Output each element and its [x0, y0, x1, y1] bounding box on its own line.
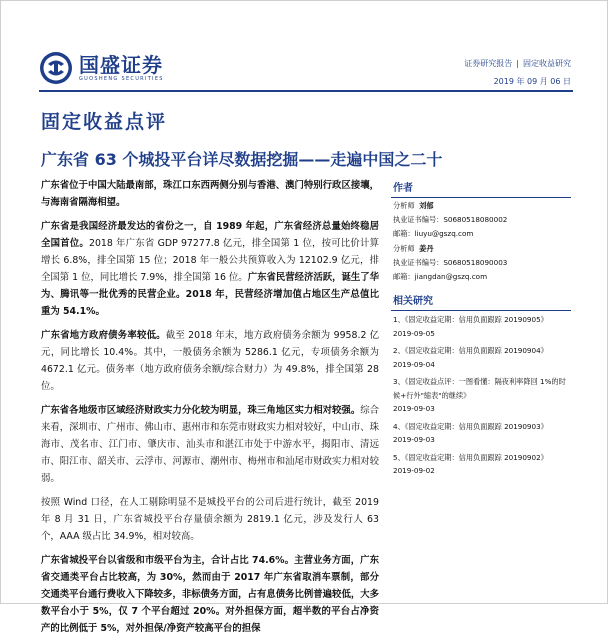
- related-title[interactable]: 3、《固定收益点评：一图看懂：隔夜利率降回 1%的时候+行外"缩表"的继续》: [393, 377, 566, 400]
- paragraph-text: 按照 Wind 口径，在人工剔除明显不是城投平台的公司后进行统计，截至 2019 年 8 月 31 日，广东省城投平台存量债余额为 2819.1 亿元，涉及发行人 63 个，AAA 级占比 34.9%，相对较高。: [41, 497, 379, 542]
- brand-logo: [39, 51, 164, 85]
- cert-label: 执业证书编号：: [393, 215, 444, 224]
- author-role: 分析师: [393, 201, 415, 210]
- summary-paragraph: [41, 177, 379, 211]
- paragraph-bold: 广东省地方政府债务率较低。: [41, 330, 166, 341]
- related-title[interactable]: 2、《固定收益定期：信用负面跟踪 20190904》: [393, 346, 548, 355]
- brand-name-en: GUOSHENG SECURITIES: [79, 76, 164, 82]
- cert-label: 执业证书编号：: [393, 258, 444, 267]
- related-date: 2019-09-04: [393, 359, 435, 369]
- report-category: 固定收益研究: [523, 59, 571, 68]
- paragraph-text: 综合来看，深圳市、广州市、佛山市、惠州市和东莞市财政实力相对较好，中山市、珠海市、茂名市、江门市、肇庆市、汕头市和湛江市处于中游水平，揭阳市、清远市、阳江市、韶关市、云浮市、河源市、潮州市、梅州市和汕尾市财政实力相对较弱。: [41, 405, 379, 484]
- header-divider: [39, 90, 573, 92]
- related-heading: 相关研究: [391, 290, 571, 311]
- summary-column: [41, 177, 379, 644]
- related-date: 2019-09-03: [393, 435, 435, 444]
- related-list: [391, 313, 571, 478]
- paragraph-bold: 广东省是我国经济最发达的省份之一，自 1989 年起，广东省经济总量始终稳居全国首位。: [41, 221, 379, 249]
- paragraph-bold: 广东省各地级市区域经济财政实力分化较为明显，珠三角地区实力相对较强。: [41, 405, 361, 416]
- cert-number: S0680518080002: [443, 215, 508, 224]
- report-type-line: [464, 58, 571, 69]
- report-title: 广东省 63 个城投平台详尽数据挖掘——走遍中国之二十: [41, 150, 443, 169]
- cert-number: S0680518090003: [443, 258, 508, 267]
- summary-paragraph: [41, 327, 379, 395]
- author-heading: 作者: [391, 177, 571, 198]
- header-separator: |: [516, 59, 519, 68]
- related-date: 2019-09-03: [393, 404, 435, 413]
- email-label: 邮箱：: [393, 272, 415, 281]
- email-label: 邮箱：: [393, 229, 415, 238]
- author-role: 分析师: [393, 244, 415, 253]
- related-title[interactable]: 1、《固定收益定期：信用负面跟踪 20190905》: [393, 315, 548, 324]
- section-title: 固定收益点评: [41, 111, 168, 133]
- report-type: 证券研究报告: [464, 59, 513, 68]
- author-card: [391, 242, 571, 284]
- author-name: 刘郁: [419, 201, 434, 210]
- paragraph-text: 2018 年广东省 GDP 97277.8 亿元，排全国第 1 位，按可比价计算增长 6.8%，排全国第 15 位；2018 年一般公共预算收入为 12102.9 亿元，排全国第 1 位，同比增长 7.9%，排全国第 16 位。: [41, 238, 379, 283]
- paragraph-bold: 广东省民营经济活跃，诞生了华为、腾讯等一批优秀的民营企业。2018 年，民营经济增加值占地区生产总值比重为 54.1%。: [41, 272, 379, 317]
- related-title[interactable]: 5、《固定收益定期：信用负面跟踪 20190902》: [393, 452, 548, 462]
- paragraph-bold: 广东省城投平台以省级和市级平台为主，合计占比 74.6%。主营业务方面，广东省交通类平台占比较高，为 30%，然而由于 2017 年广东省取消车票制，部分交通类平台通行费收入下降较多，非标债务方面，占有息债务比例普遍较低，大多数平台小于 5%，仅 7 个平台超过 20%。对外担保方面，超半数的平台占净资产的比例低于 5%，对外担保/净资产较高平台的担保: [41, 555, 379, 634]
- paragraph-bold: 广东省位于中国大陆最南部，珠江口东西两侧分别与香港、澳门特别行政区接壤，与海南省隔海相望。: [41, 180, 379, 208]
- author-email[interactable]: jiangdan@gszq.com: [414, 272, 488, 281]
- author-name: 姜丹: [419, 244, 434, 253]
- author-card: [391, 199, 571, 241]
- summary-paragraph: [41, 402, 379, 487]
- related-title[interactable]: 4、《固定收益定期：信用负面跟踪 20190903》: [393, 421, 548, 431]
- sidebar: [391, 177, 571, 482]
- summary-paragraph: [41, 218, 379, 320]
- summary-paragraph: [41, 494, 379, 545]
- paragraph-text: 截至 2018 年末，地方政府债务余额为 9958.2 亿元，同比增长 10.4%。其中，一般债务余额为 5286.1 亿元，专项债务余额为 4672.1 亿元。债务率（地方政府债务余额/综合财力）为 49.8%，排全国第 28 位。: [41, 330, 379, 392]
- related-item[interactable]: [391, 313, 571, 340]
- related-item[interactable]: [391, 451, 571, 478]
- summary-paragraph: [41, 552, 379, 637]
- author-email[interactable]: liuyu@gszq.com: [414, 229, 474, 238]
- guosheng-logo-icon: [39, 51, 73, 85]
- related-item[interactable]: [391, 375, 571, 416]
- report-date: 2019 年 09 月 06 日: [493, 77, 571, 86]
- brand-name: 国盛证券: [79, 53, 163, 77]
- related-date: 2019-09-05: [393, 328, 435, 338]
- related-item[interactable]: [391, 420, 571, 447]
- related-date: 2019-09-02: [393, 466, 435, 475]
- related-item[interactable]: [391, 344, 571, 371]
